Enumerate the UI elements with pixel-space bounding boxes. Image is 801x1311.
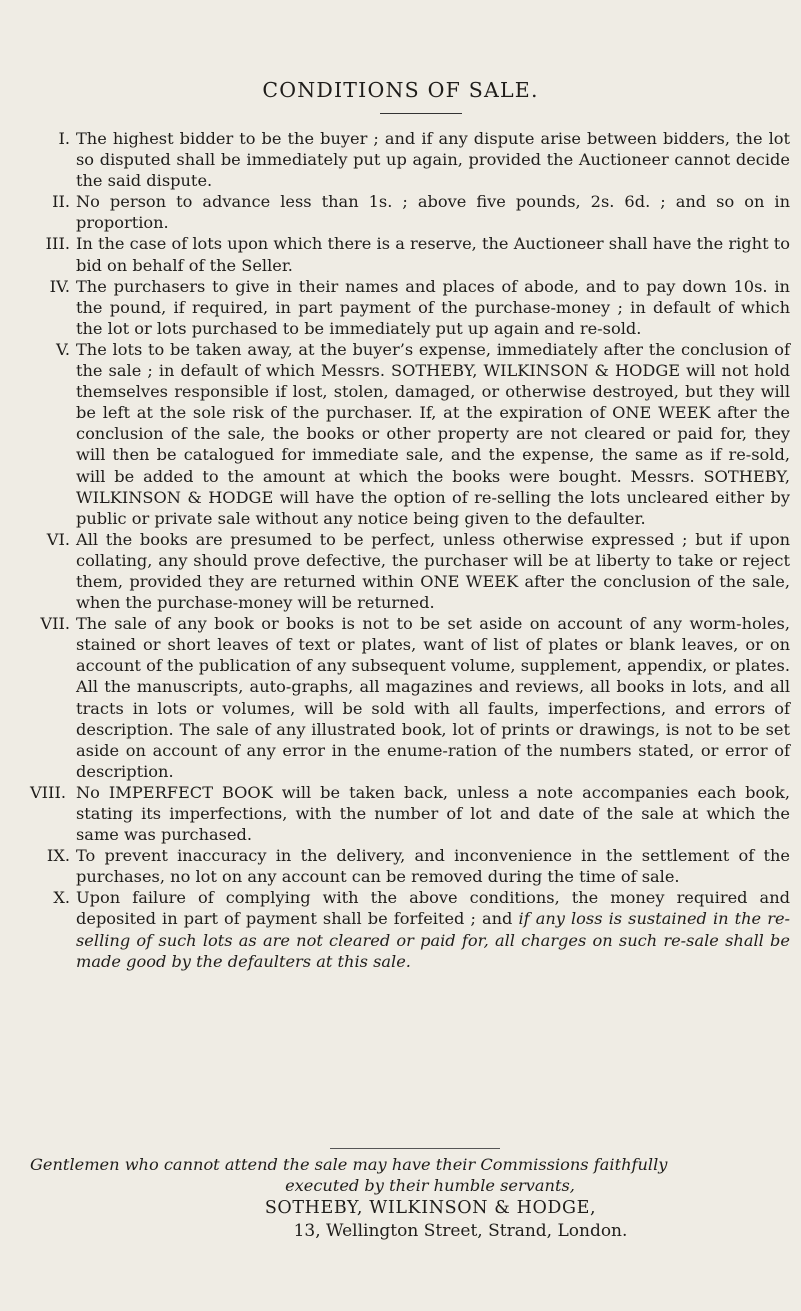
condition-item [30,529,790,613]
closing-divider [330,1148,500,1149]
condition-number: I. [58,129,70,148]
condition-item [30,339,790,529]
title-divider [380,113,462,114]
closing-note [30,1154,790,1196]
condition-text: No IMPERFECT BOOK will be taken back, unless a note accompanies each book, stating its imperfections, with the number of lot and date of the sale at which the same was purchased. [76,782,790,845]
condition-text: The highest bidder to be the buyer ; and if any dispute arise between bidders, the lot so disputed shall be immediately put up again, provided the Auctioneer cannot decide the said dispute. [76,129,790,191]
condition-item [30,128,790,191]
condition-number: III. [45,234,70,254]
condition-number: VII. [40,614,70,634]
condition-text: To prevent inaccuracy in the delivery, and inconvenience in the settlement of the purchases, no lot on any account can be removed during the time of sale. [76,846,790,887]
condition-item [30,191,790,233]
condition-text: The purchasers to give in their names and places of abode, and to pay down 10s. in the pound, if required, in part payment of the purchase-money ; in default of which the lot or lots purchased to be immediately put up again and re-sold. [76,276,790,338]
condition-item [30,233,790,275]
condition-number: V. [55,339,70,359]
condition-text: The lots to be taken away, at the buyer’s expense, immediately after the conclusion of the sale ; in default of which Messrs. SOTHEBY, WILKINSON & HODGE will not hold themselves responsible if lost, stolen, damaged, or otherwise destroyed, but they will be left at the sole risk of the purchaser. If, at the expiration of ONE WEEK after the conclusion of the sale, the books or other property are not cleared or paid for, they will then be catalogued for immediate sale, and the expense, the same as if re-sold, will be added to the amount at which the books were bought. Messrs. SOTHEBY, WILKINSON & HODGE will have the option of re-selling the lots uncleared either by public or private sale without any notice being given to the defaulter. [76,339,790,528]
closing-line-2: executed by their humble servants, [285,1176,575,1195]
condition-item [30,276,790,339]
page-title: CONDITIONS OF SALE. [262,78,539,102]
firm-name: SOTHEBY, WILKINSON & HODGE, [264,1198,597,1218]
conditions-list [30,128,790,972]
condition-number: II. [52,192,70,212]
condition-text: In the case of lots upon which there is a reserve, the Auctioneer shall have the right to bid on behalf of the Seller. [76,234,790,275]
condition-number: VIII. [29,782,66,802]
condition-number: VI. [46,529,70,549]
condition-text: All the books are presumed to be perfect, unless otherwise expressed ; but if upon collating, any should prove defective, the purchaser will be at liberty to take or reject them, provided they are returned within ONE WEEK after the conclusion of the sale, when the purchase-money will be returned. [76,529,790,613]
condition-number: X. [53,888,70,908]
firm-address: 13, Wellington Street, Strand, London. [293,1221,628,1241]
condition-text: No person to advance less than 1s. ; above five pounds, 2s. 6d. ; and so on in proportion. [76,192,790,233]
condition-item [30,887,790,971]
condition-number: IX. [46,846,70,866]
condition-text-italic: if any loss is sustained in the re-selling of such lots as are not cleared or paid for, all charges on such re-sale shall be made good by the defaulters at this sale. [76,909,790,971]
condition-item [30,845,790,887]
condition-number: IV. [49,276,70,296]
condition-item [30,613,790,782]
condition-item [30,782,790,845]
condition-text: The sale of any book or books is not to be set aside on account of any worm-holes, stained or short leaves of text or plates, want of list of plates or blank leaves, or on account of the publication of any subsequent volume, supplement, appendix, or plates. All the manuscripts, auto-graphs, all magazines and reviews, all books in lots, and all tracts in lots or volumes, will be sold with all faults, imperfections, and errors of description. The sale of any illustrated book, lot of prints or drawings, is not to be set aside on account of any error in the enume-ration of the numbers stated, or error of description. [76,614,790,781]
condition-text: Upon failure of complying with the above conditions, the money required and deposited in part of payment shall be forfeited ; and [76,888,790,929]
closing-line-1: Gentlemen who cannot attend the sale may have their Commissions faithfully [30,1155,668,1174]
